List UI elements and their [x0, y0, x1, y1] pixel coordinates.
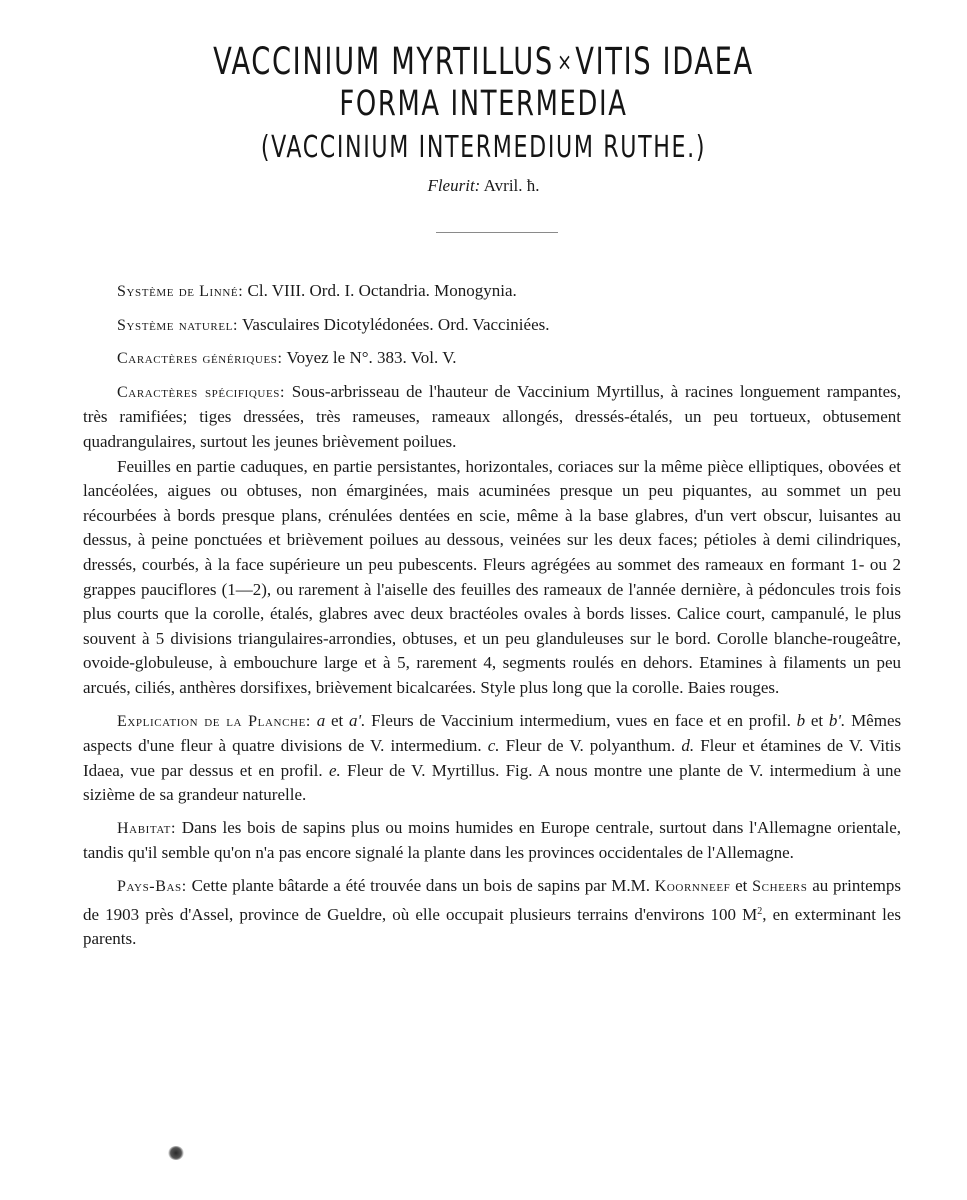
section-label: Pays-Bas: [117, 878, 187, 896]
section-label: Caractères spécifiques: [117, 383, 286, 401]
title-line-2 [0, 84, 967, 124]
collector-name: Scheers [752, 878, 808, 896]
explication-text: et [810, 710, 824, 730]
section-label: Système naturel: [117, 316, 239, 334]
collector-name: Koornneef [654, 878, 731, 896]
section-naturel [83, 313, 901, 339]
section-linne [83, 279, 901, 305]
section-explication [83, 709, 901, 808]
section-text: Dans les bois de sapins plus ou moins humides en Europe centrale, surtout dans l'Allemagne orientale, tandis qu'il semble qu'on n'a pas encore signalé la plante dans les provinces occidentales de l'Allemagne. [83, 817, 901, 863]
section-label: Explication de la Planche: [117, 712, 311, 730]
explication-text: et [330, 710, 344, 730]
section-text: Vasculaires Dicotylédonées. Ord. Vacciniées. [242, 314, 550, 334]
section-text: Cl. VIII. Ord. I. Octandria. Monogynia. [247, 281, 517, 300]
paysbas-text: au printemps de 1903 près d'Assel, province de Gueldre, où elle occupait plusieurs terrains d'environs 100 M [83, 876, 902, 924]
figure-letter: a [316, 710, 326, 730]
figure-letter: b'. [828, 710, 846, 730]
paysbas-text: Cette plante bâtarde a été trouvée dans un bois de sapins par M.M. [191, 876, 650, 896]
paysbas-text: et [735, 876, 748, 896]
flowering-label: Fleurit: [427, 176, 481, 195]
section-label: Habitat: [117, 819, 177, 837]
explication-text: Fleur de V. polyanthum. [505, 736, 676, 756]
section-label: Système de Linné: [117, 283, 244, 300]
paysbas-text: , en exterminant les parents. [83, 904, 901, 949]
title-species-1: VACCINIUM MYRTILLUS [213, 40, 554, 83]
title-line-1 [0, 40, 967, 83]
flowering-line [0, 176, 967, 196]
title-forma: FORMA INTERMEDIA [339, 84, 628, 124]
section-specifiques [83, 380, 901, 455]
explication-text: Fleurs de Vaccinium intermedium, vues en face et en profil. [371, 710, 791, 730]
figure-letter: c. [487, 736, 500, 756]
superscript: 2 [757, 905, 763, 917]
hybrid-cross-symbol: × [557, 48, 573, 76]
section-text: Sous-arbrisseau de l'hauteur de Vaccinium Myrtillus, à racines longuement rampantes, très ramifiées; tiges dressées, très rameuses, rameaux allongés, dressés-étalés, un peu tortueux, obtusement quadrangulaires, surtout les jeunes brièvement poilues. [83, 381, 901, 451]
title-species-2: VITIS IDAEA [575, 40, 754, 83]
flowering-value: Avril. ħ. [483, 176, 540, 195]
figure-letter: d. [681, 736, 695, 756]
explication-text: Fleur et étamines de V. Vitis Idaea, vue par dessus et en profil. [83, 736, 902, 780]
section-feuilles [83, 455, 901, 701]
section-generiques [83, 346, 901, 372]
section-text: Voyez le N°. 383. Vol. V. [286, 348, 457, 368]
figure-letter: a'. [349, 710, 366, 730]
title-divider [436, 232, 558, 233]
section-habitat [83, 816, 901, 866]
section-paysbas [83, 874, 901, 952]
title-synonym: (VACCINIUM INTERMEDIUM RUTHE.) [260, 130, 707, 165]
section-label: Caractères génériques: [117, 350, 283, 368]
section-text: Feuilles en partie caduques, en partie persistantes, horizontales, coriaces sur la même pièce elliptiques, obovées et lancéolées, aigues ou obtuses, non émarginées, mais acuminées presque un peu piquantes, au sommet un peu récourbées à bords presque plans, crénulées dentées en scie, même à la base glabres, d'un vert obscur, luisantes au dessus, à peine ponctuées et brièvement poilues au dessous, veinées sur les deux faces; pétioles à demi cilindriques, dressés, courbés, à la face supérieure un peu pubescents. Fleurs agrégées au sommet des rameaux en formant 1- ou 2 grappes pauciflores (1—2), ou rarement à l'aiselle des feuilles des rameaux de l'année dernière, à pédoncules trois fois plus courts que la corolle, étalés, glabres avec deux bractéoles ovales à bords lisses. Calice court, campanulé, le plus souvent à 5 divisions triangulaires-arrondies, obtuses, et un peu glanduleuses sur le bord. Corolle blanche-rougeâtre, ovoide-globuleuse, à embouchure large et à 5, rarement 4, segments roulés en dehors. Etamines à filaments un peu arcués, ciliés, anthères dorsifixes, brièvement bicalcarées. Style plus long que la corolle. Baies rouges. [83, 456, 901, 697]
figure-letter: b [796, 710, 806, 730]
figure-letter: e. [328, 760, 341, 780]
ink-spot [168, 1146, 184, 1160]
explication-text: Mêmes aspects d'une fleur à quatre divisions de V. intermedium. [83, 710, 902, 756]
description-body [83, 279, 901, 952]
explication-text: Fleur de V. Myrtillus. Fig. A nous montre une plante de V. intermedium à une sizième de sa grandeur naturelle. [83, 760, 902, 805]
title-line-3 [0, 130, 967, 165]
